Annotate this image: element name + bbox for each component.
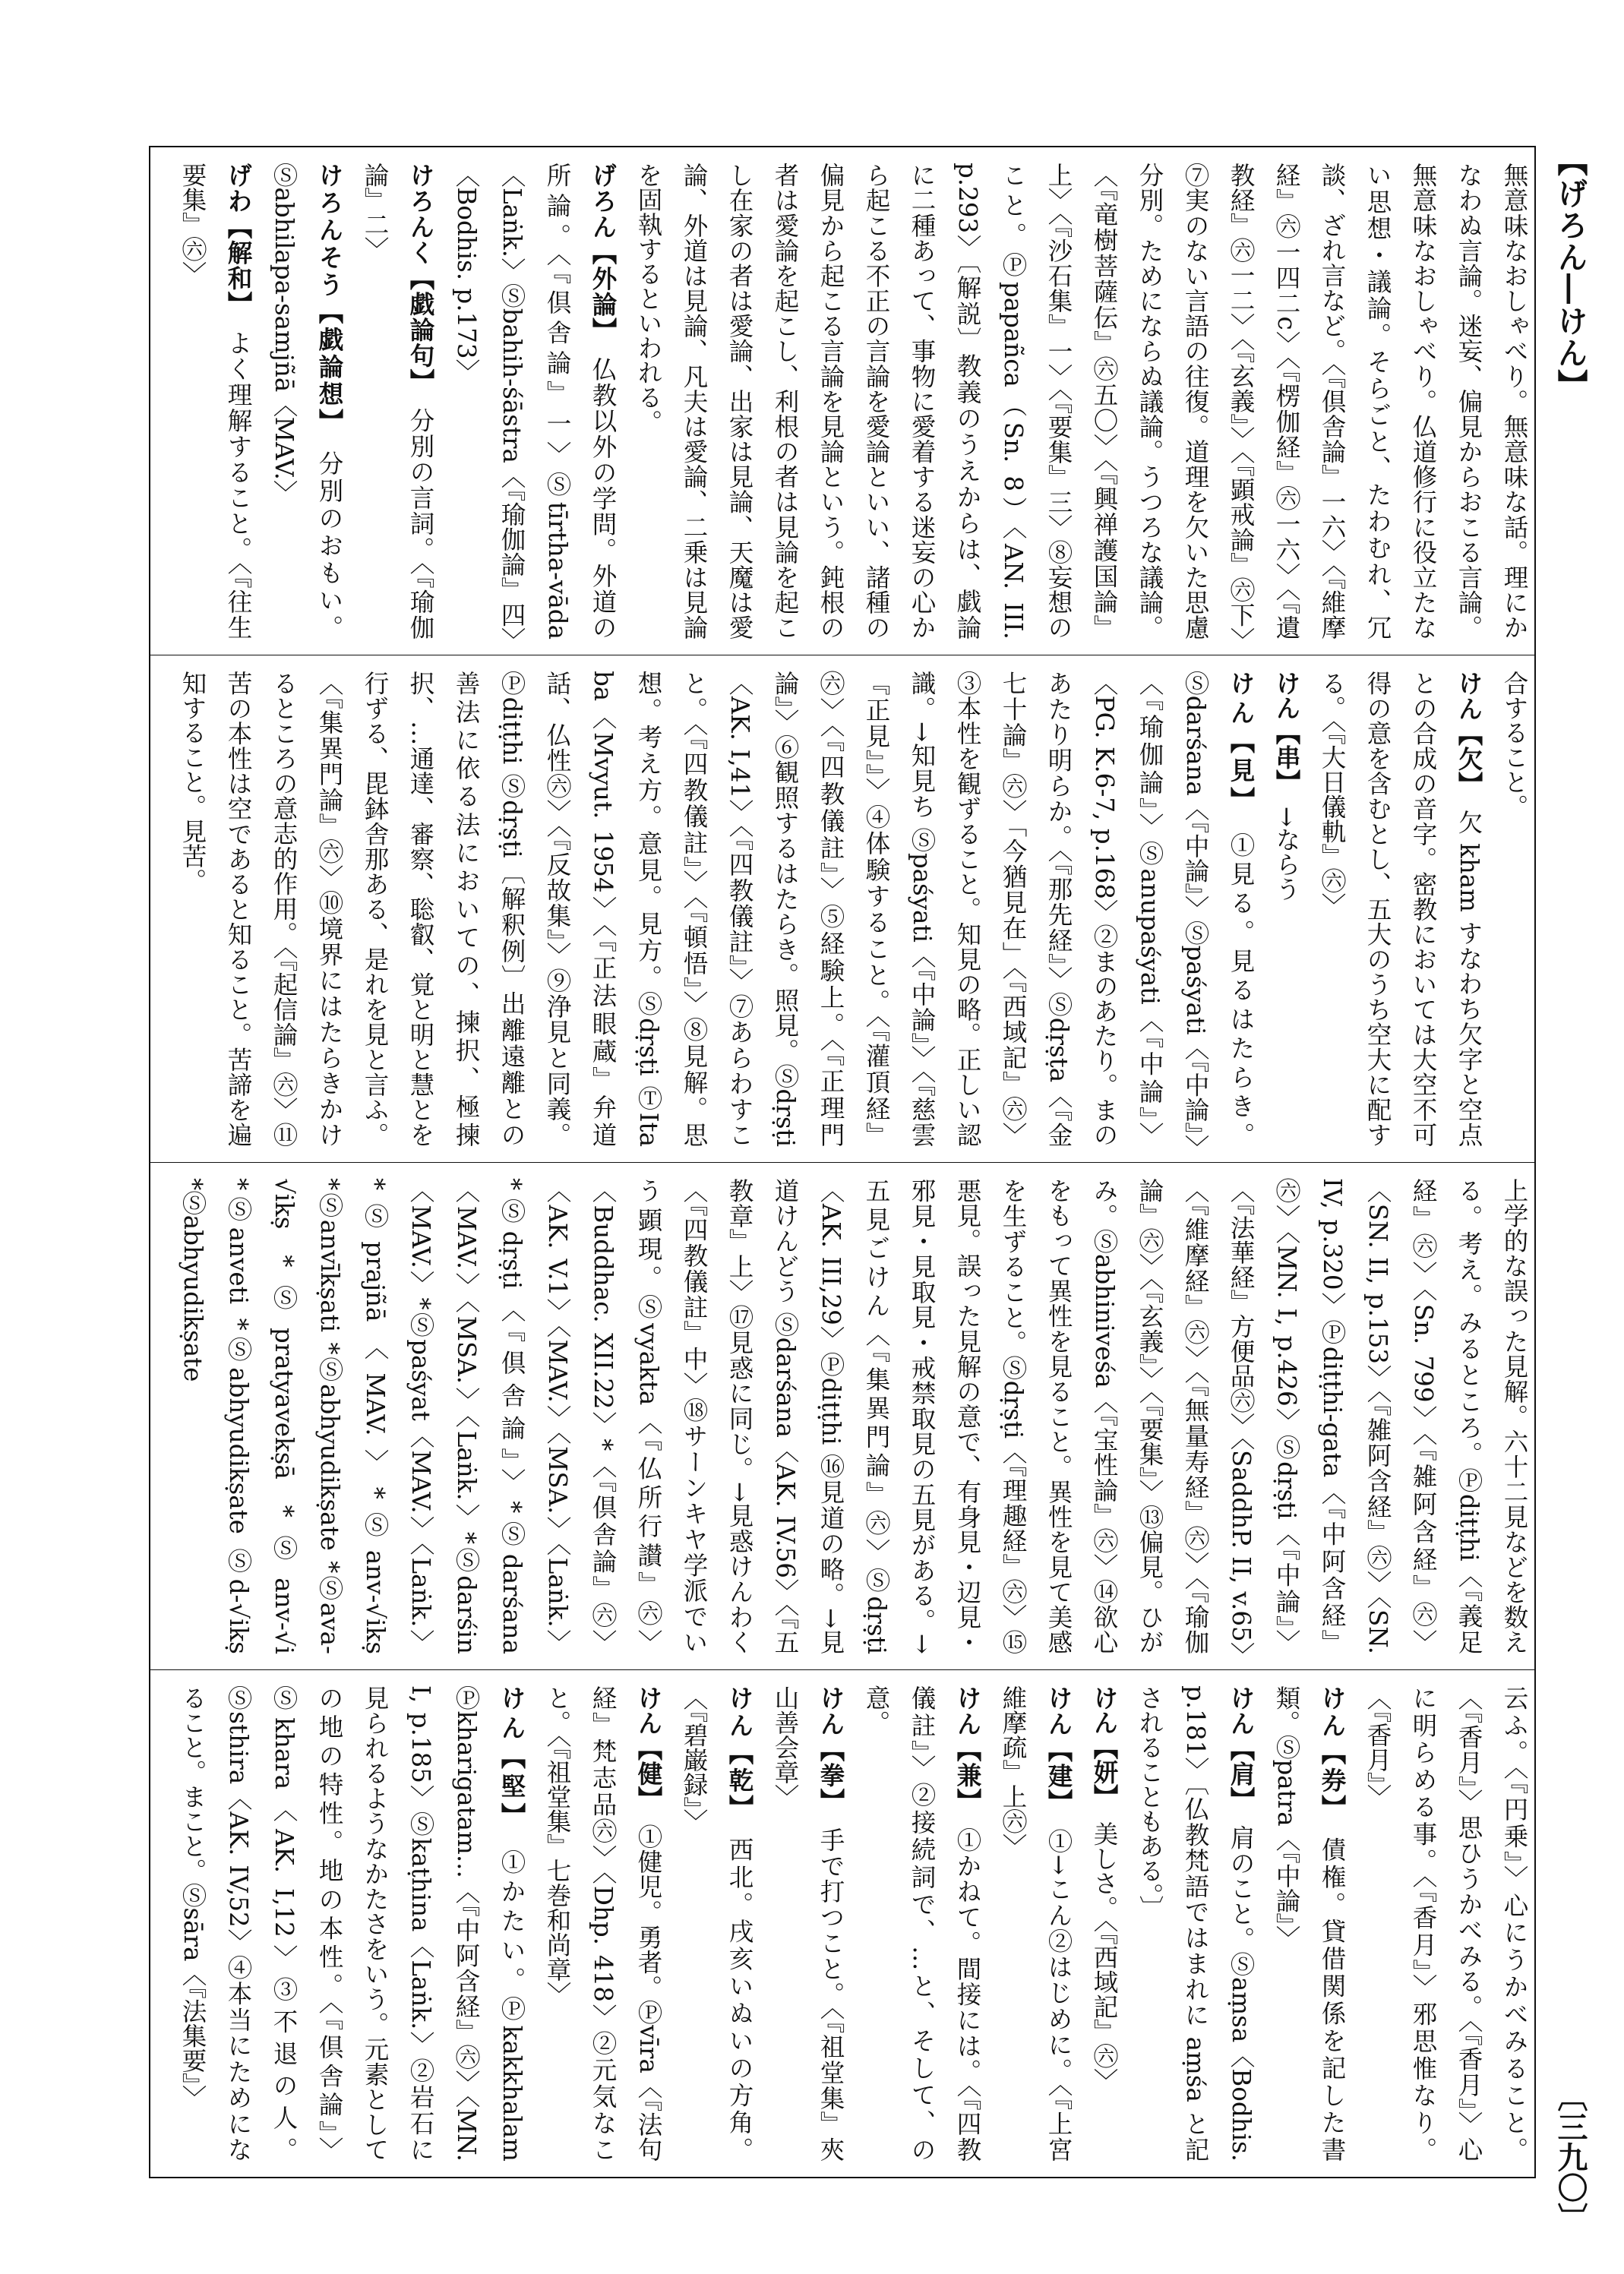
dictionary-entry: [862, 1685, 982, 2162]
dictionary-entry: [1272, 1685, 1347, 2162]
dictionary-entry: [1272, 671, 1301, 901]
text-band-4: [150, 1669, 1534, 2177]
entry-definition: ①かねて。間接には。〈『四教儀註』〉②接続詞で、…と、そして、の意。: [862, 1685, 982, 2162]
entry-definition: 仏教以外の学問。外道の所論。〈『倶舎論』一〉Ⓢtīrtha-vāda〈Laṅk.〉Ⓢbahih-śāstra〈『瑜伽論』四〉〈Bodhis. p.173〉: [452, 163, 618, 640]
dictionary-entry: [179, 163, 253, 640]
text-band-2: [150, 655, 1534, 1162]
dictionary-entry: [634, 163, 1534, 640]
entry-definition: ①かたい。Ⓟkakkhalam Ⓟkharigatam...〈『中阿含経』㊅〉〈MN. I, p.185〉Ⓢkaṭhina〈Laṅk.〉②岩石に見られるようなかたさをいう。元素としての地の特性。地の本性。〈『倶舎論』〉Ⓢkhara〈AK. I,12〉③不退の人。Ⓢsthira〈AK. IV,52〉④本当にためになること。まこと。Ⓢsāra〈『法集要』〉: [179, 1685, 526, 2162]
dictionary-entry: [1363, 1685, 1534, 2162]
entry-definition: →ならう: [1272, 782, 1301, 902]
entry-definition: 欠 kham すなわち欠字と空点との合成の音字。密教においては大空不可得の意を含むとし、五大のうち空大に配する。〈『大日儀軌』㊅〉: [1318, 671, 1483, 1148]
dictionary-entry: [1136, 1685, 1256, 2162]
entry-headword: けん【妍】: [1090, 1685, 1120, 1797]
dictionary-entry: [452, 163, 618, 640]
entry-definition: 合すること。: [1500, 671, 1529, 819]
entry-headword: けん【兼】: [953, 1685, 983, 1802]
entry-headword: けん【建】: [1044, 1685, 1074, 1803]
band-text: [170, 1685, 1534, 2162]
dictionary-page-frame: [149, 146, 1536, 2178]
entry-headword: けん【串】: [1272, 671, 1302, 782]
dictionary-entry: [179, 1685, 526, 2162]
dictionary-entry: [179, 671, 1256, 1147]
running-head: 【げろん―けん】: [1553, 146, 1588, 401]
dictionary-entry: [179, 1178, 1534, 1654]
band-text: [170, 671, 1534, 1147]
entry-headword: けん【拳】: [817, 1685, 846, 1802]
entry-definition: 手で打つこと。〈『祖堂集』夾山善会章〉: [771, 1685, 845, 2162]
entry-headword: げろん【外論】: [589, 163, 618, 331]
entry-definition: 分別のおもい。Ⓢabhilapa-samjñā〈MAV.〉: [270, 163, 344, 640]
entry-definition: 肩のこと。Ⓢaṃsa〈Bodhis. p.181〉〔仏教梵語ではまれに aṃśa と記されることもある。〕: [1136, 1685, 1256, 2162]
dictionary-entry: [361, 163, 435, 640]
band-text: [170, 163, 1534, 640]
band-text: [170, 1178, 1534, 1654]
entry-headword: けん【見】: [1227, 671, 1256, 804]
text-band-3: [150, 1162, 1534, 1669]
entry-headword: けろんそう【戯論想】: [315, 163, 345, 424]
entry-headword: けん【券】: [1318, 1685, 1348, 1810]
entry-headword: けん【乾】: [725, 1685, 755, 1810]
dictionary-entry: [1500, 671, 1534, 1147]
entry-definition: ①見る。見るはたらき。Ⓢdarśana〈『中論』〉Ⓢpaśyati〈『中論』〉〈『瑜伽論』〉Ⓢanupaśyati〈『中論』〉〈PG. K.6-7, p.168〉②まのあたり。まのあたり明らか。〈『那先経』〉Ⓢdṛṣṭa〈『金七十論』㊅〉「今猶見在」〈『西域記』㊅〉③本性を観ずること。知見の略。正しい認識。→知見ち Ⓢpaśyati〈『中論』〉〈『慈雲『正見』』〉④体験すること。〈『灌頂経』㊅〉〈『四教儀註』〉⑤経験上。〈『正理門論』〉⑥観照するはたらき。照見。Ⓢdṛṣṭi〈AK. I,41〉〈『四教儀註』〉⑦あらわすこと。〈『四教儀註』〉〈『頓悟』〉⑧見解。思想。考え方。意見。見方。Ⓢdṛṣṭi ⓉIta ba〈Mvyut. 1954〉〈『正法眼蔵』弁道話、仏性㊅〉〈『反故集』〉⑨浄見と同義。Ⓟdiṭṭhi Ⓢdṛṣṭi〔解釈例〕出離遠離との善法に依る法においての、揀択、極揀択、…通達、審察、聡叡、覚と明と慧とを行ずる、毘鉢舎那ある、是れを見と言ふ。〈『集異門論』㊅〉⑩境界にはたらきかけるところの意志的作用。〈『起信論』㊅〉⑪苦の本性は空であると知ること。苦諦を遍知すること。見苦。: [179, 671, 1256, 1147]
entry-definition: ①→こん②はじめに。〈『上宮維摩疏』上㊅〉: [999, 1685, 1073, 2162]
entry-headword: けん【欠】: [1455, 671, 1484, 785]
dictionary-entry: [270, 163, 344, 640]
dictionary-entry: [1090, 1685, 1119, 2092]
entry-headword: げわ【解和】: [224, 163, 254, 305]
entry-definition: 西北。戌亥いぬいの方角。〈『碧巌録』〉: [680, 1685, 754, 2162]
entry-definition: 云ふ。〈『円乗』〉心にうかべみること。〈『香月』〉思ひうかべみる。〈『香月』〉心に明らめる事。〈『香月』〉邪思惟なり。〈『香月』〉: [1363, 1685, 1529, 2162]
text-band-1: [150, 147, 1534, 655]
dictionary-entry: [999, 1685, 1073, 2162]
dictionary-entry: [1318, 671, 1483, 1147]
dictionary-entry: [771, 1685, 845, 2162]
entry-definition: 美しさ。〈『西域記』㊅〉: [1090, 1796, 1119, 2093]
entry-headword: けん【堅】: [498, 1685, 527, 1821]
entry-definition: ①健児。勇者。Ⓟvīra〈『法句経』梵志品㊅〉〈Dhp. 418〉②元気なこと。〈『祖堂集』七巻和尚章〉: [543, 1685, 663, 2162]
entry-headword: けん【健】: [634, 1685, 664, 1799]
entry-definition: よく理解すること。〈『往生要集』㊅〉: [179, 163, 253, 640]
entry-headword: けん【肩】: [1227, 1685, 1256, 1800]
dictionary-entry: [543, 1685, 663, 2162]
entry-definition: 上学的な誤った見解。六十二見などを数える。考え。みるところ。Ⓟdiṭṭhi〈『義足経』㊅〉〈Sn. 799〉〈『雑阿含経』㊅〉〈SN. II, p.153〉〈『雑阿含経』㊅〉〈SN. IV, p.320〉Ⓟdiṭṭhi-gata〈『中阿含経』㊅〉〈MN. I, p.426〉Ⓢdṛṣṭi〈『中論』〉〈『法華経』方便品㊅〉〈SaddhP. II, v.65〉〈『維摩経』㊅〉〈『無量寿経』㊅〉〈『瑜伽論』㊅〉〈『玄義』〉〈『要集』〉⑬偏見。ひがみ。Ⓢabhiniveśa〈『宝性論』㊅〉⑭欲心をもって異性を見ること。異性を見て美感を生ずること。Ⓢdṛṣṭi〈『理趣経』㊅〉⑮悪見。誤った見解の意で、有身見・辺見・邪見・見取見・戒禁取見の五見がある。→五見ごけん〈『集異門論』㊅〉Ⓢdṛṣṭi〈AK. III,29〉Ⓟdiṭṭhi ⑯見道の略。→見道けんどう Ⓢdarśana〈AK. IV.56〉〈『五教章』上〉⑰見惑に同じ。→見惑けんわく〈『四教儀註』中〉⑱サーンキヤ学派でいう顕現。Ⓢvyakta〈『仏所行讃』㊅〉〈Buddhac. XII.22〉*〈『倶舎論』㊅〉〈AK. V.1〉〈MAV.〉〈MSA.〉〈Laṅk.〉*Ⓢdṛṣṭi〈『倶舎論』〉*Ⓢdarśana〈MAV.〉〈MSA.〉〈Laṅk.〉*Ⓢdarśin〈MAV.〉*Ⓢpaśyat〈MAV.〉〈Laṅk.〉*Ⓢprajñā〈MAV.〉*Ⓢanv-√ikṣ *Ⓢanvīkṣati *Ⓢabhyudikṣate *Ⓢava-√ikṣ *Ⓢpratyavekṣā *Ⓢanv-√i *Ⓢanveti *Ⓢabhyudikṣate Ⓢd-√ikṣ *Ⓢabhyudikṣate: [179, 1178, 1529, 1654]
entry-definition: 無意味なおしゃべり。無意味な話。理にかなわぬ言論。迷妄、偏見からおこる言論。無意味なおしゃべり。仏道修行に役立たない思想・議論。そらごと、たわむれ、冗談、ざれ言など。〈『倶舎論』一六〉〈『維摩経』㊅一四二c〉〈『楞伽経』㊅一六〉〈『遺教経』㊅一二〉〈『玄義』〉〈『顕戒論』㊅下〉⑦実のない言語の往復。道理を欠いた思慮分別。ためにならぬ議論。うつろな議論。〈『竜樹菩薩伝』㊅五〇〉〈『興禅護国論』上〉〈『沙石集』一〉〈『要集』三〉⑧妄想のこと。Ⓟpapañca（Sn. 8）〈AN. III. p.293〉〔解説〕教義のうえからは、戯論に二種あって、事物に愛着する迷妄の心から起こる不正の言論を愛論といい、諸種の偏見から起こる言論を見論という。鈍根の者は愛論を起こし、利根の者は見論を起こし在家の者は愛論、出家は見論、天魔は愛論、外道は見論、凡夫は愛論、二乗は見論を固執するといわれる。: [634, 163, 1529, 640]
entry-definition: 分別の言詞。〈『瑜伽論』二〉: [361, 163, 435, 640]
entry-headword: けろんく【戯論句】: [406, 163, 436, 382]
entry-definition: 債権。貸借関係を記した書類。Ⓢpatra〈『中論』〉: [1272, 1685, 1347, 2162]
dictionary-entry: [680, 1685, 754, 2162]
page-number: 〔三九〇〕: [1553, 2081, 1588, 2233]
